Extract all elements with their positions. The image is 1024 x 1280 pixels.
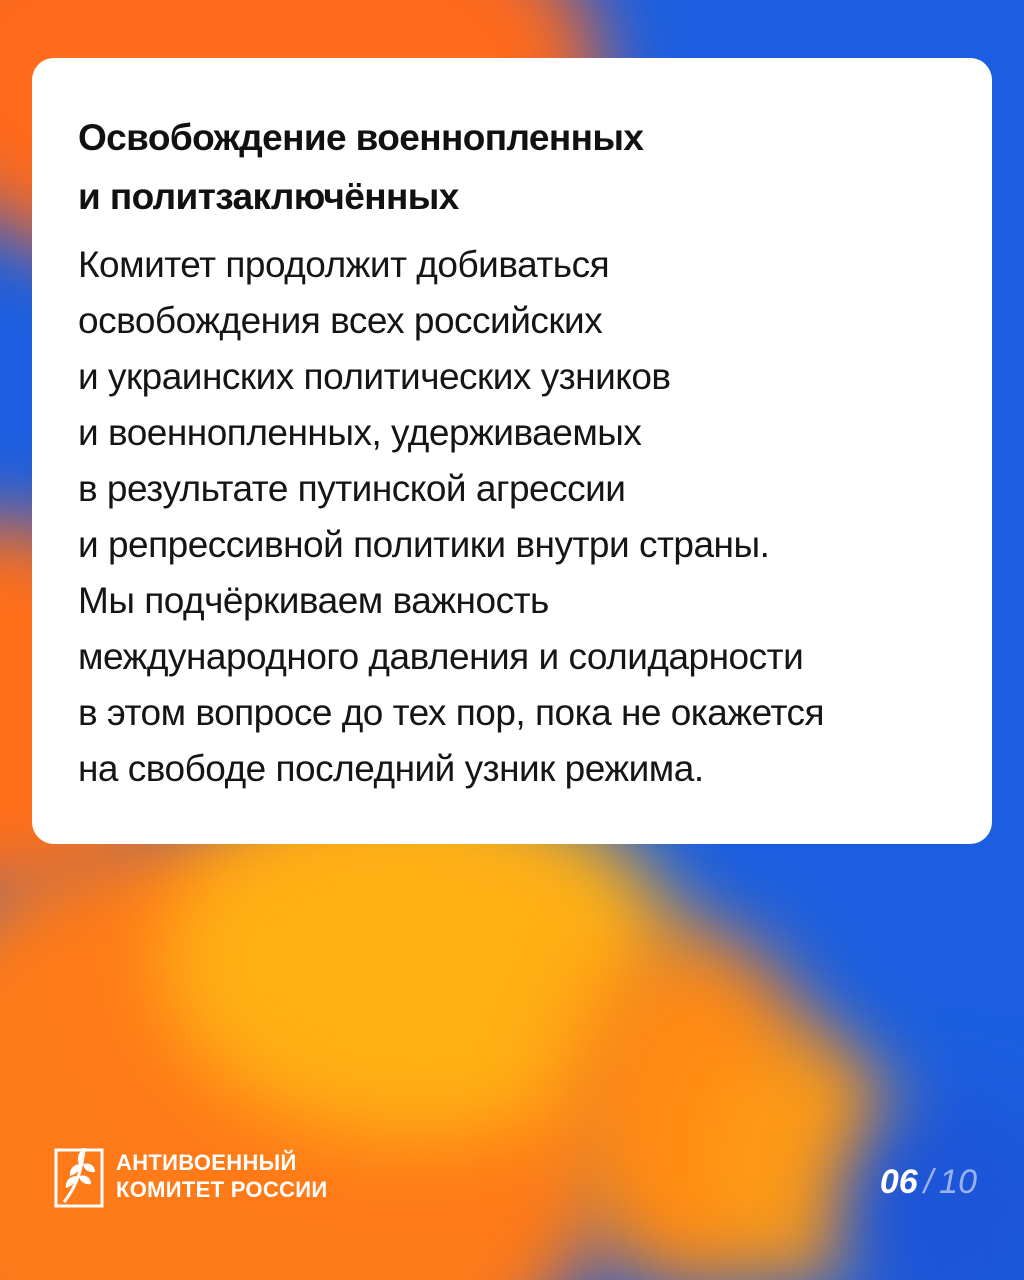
card-title [78,108,946,226]
card-body-line: международного давления и солидарности [78,636,804,677]
card-body-line: и украинских политических узников [78,356,671,397]
card-body-line: и репрессивной политики внутри страны. [78,524,770,565]
total-slides: 10 [939,1163,977,1201]
card-title-line: и политзаключённых [78,176,459,217]
slide-counter [880,1160,977,1204]
logo-line: АНТИВОЕННЫЙ [116,1150,297,1175]
slide-separator: / [923,1163,934,1201]
committee-logo [54,1142,327,1210]
card-body [78,237,946,797]
logo-text [116,1149,327,1203]
card-body-line: Комитет продолжит добиваться [78,244,610,285]
card-body-line: освобождения всех российских [78,300,603,341]
card-body-line: и военнопленных, удерживаемых [78,412,642,453]
card-body-line: на свободе последний узник режима. [78,748,704,789]
card-title-line: Освобождение военнопленных [78,117,644,158]
card-body-line: Мы подчёркиваем важность [78,580,549,621]
logo-line: КОМИТЕТ РОССИИ [116,1177,328,1202]
card-body-line: в этом вопросе до тех пор, пока не окажется [78,692,825,733]
content-card [32,58,992,844]
current-slide: 06 [879,1163,918,1201]
card-body-line: в результате путинской агрессии [78,468,626,509]
wheat-icon [54,1142,104,1210]
